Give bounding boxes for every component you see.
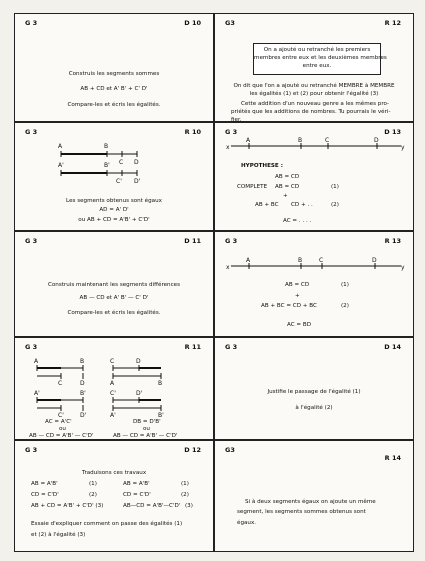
equation: AB = CD [275,174,300,180]
equation-number: (3) [185,503,193,509]
or-text: ou [143,426,150,432]
card-group-label: G 3 [225,128,238,136]
card-code: D 14 [384,343,401,351]
card-code: D 10 [184,19,201,27]
rule-text: segment, les segments sommes obtenus sont [237,509,366,515]
equation: AB — CD = A'B' — C'D' [29,433,94,439]
card-group-label: G 3 [25,128,38,136]
point-label: B [298,137,303,144]
card-code: R 12 [384,19,401,27]
card-group-label: G 3 [25,343,38,351]
card-d12 [14,440,214,552]
point-label: A' [58,162,64,169]
instruction-text: à l'égalité (2) [295,405,333,411]
point-label: x [226,264,230,271]
equation-number: (2) [341,303,349,309]
card-code: R 10 [184,128,201,136]
instruction-formula: AB — CD et A' B' — C' D' [79,295,149,301]
box-text: entre eux. [302,63,332,69]
equation: AB + BC [255,202,279,208]
point-label: D [80,380,85,387]
equation: CD = C'D' [123,492,151,498]
body-text: fier. [231,117,242,122]
complete-label: COMPLETE [237,184,268,190]
equation-number: (1) [341,282,349,288]
card-d11 [14,231,214,337]
point-label: A [58,143,63,150]
point-label: D' [80,412,87,419]
card-r14 [214,440,414,552]
card-code: R 13 [384,237,401,245]
point-label: A' [110,412,116,419]
highlight-box [253,43,387,75]
card-d10 [14,13,214,122]
card-group-label: G 3 [25,19,38,27]
point-label: B [104,143,109,150]
card-r10 [14,122,214,231]
body-text: priétés que les additions de nombres. Tu pourrais le véri- [231,109,391,115]
point-label: y [401,144,405,151]
point-label: C [58,380,63,387]
point-label: C [119,159,124,166]
point-label: B [80,358,85,365]
point-label: B' [104,162,110,169]
equation: CD = C'D' [31,492,59,498]
body-text: les égalités (1) et (2) pour obtenir l'égalité (3) [249,91,379,97]
point-label: A [246,257,251,264]
instruction-text: Compare-les et écris les égalités. [67,310,161,316]
body-text: Cette addition d'un nouveau genre a les mêmes pro- [241,101,390,107]
box-text: On a ajouté ou retranché les premiers [263,47,371,53]
equation: DB = D'B' [133,419,161,425]
point-label: C [325,137,330,144]
equation: AB = A'B' [31,481,58,487]
rule-text: Si à deux segments égaux on ajoute un même [245,499,376,505]
equation: AB = CD [285,282,310,288]
equation: CD + . . [291,202,313,208]
point-label: D [134,159,139,166]
card-r13 [214,231,414,337]
equation: AB = CD [275,184,300,190]
card-r11 [14,337,214,440]
instruction-text: Construis les segments sommes [68,71,160,77]
instruction-text: Construis maintenant les segments différences [47,282,181,288]
equation-number: (1) [331,184,339,190]
point-label: y [401,264,405,271]
point-label: A [246,137,251,144]
card-code: R 14 [384,454,401,462]
point-label: D [136,358,141,365]
or-text: ou [59,426,66,432]
equation: AC = BD [287,322,312,328]
equation: AB = A'B' [123,481,150,487]
card-r12 [214,13,414,122]
equation-number: (2) [331,202,339,208]
instruction-text: Justifie le passage de l'égalité (1) [267,389,361,395]
card-code: D 12 [184,446,201,454]
equation: AB — CD = A'B' — C'D' [113,433,178,439]
card-group-label: G 3 [225,237,238,245]
line-diagram [215,232,414,337]
equation: AB + CD = A'B' + C'D' (3) [31,503,104,509]
equation-number: (1) [181,481,189,487]
point-label: D' [134,178,141,185]
point-label: C [110,358,115,365]
card-group-label: G3 [225,19,235,27]
equation: AC = A'C' [45,419,72,425]
instruction-formula: AB + CD et A' B' + C' D' [80,86,148,92]
footer-text: Essaie d'expliquer comment on passe des égalités (1) [31,521,183,527]
equation: AB—CD = A'B'—C'D' [123,503,181,509]
point-label: C' [116,178,122,185]
point-label: B [158,380,163,387]
footer-text: et (2) à l'égalité (3) [31,532,86,538]
result-formula: AD = A' D' [99,207,129,213]
card-group-label: G 3 [25,237,38,245]
rule-text: égaux. [237,520,257,526]
segments-diagram [15,123,214,231]
point-label: B' [80,390,86,397]
point-label: D' [136,390,143,397]
card-d14 [214,337,414,440]
point-label: A' [34,390,40,397]
point-label: D [374,137,379,144]
card-group-label: G 3 [225,343,238,351]
worksheet-page [14,13,414,552]
instruction-text: Compare-les et écris les égalités. [67,102,161,108]
plus-sign: + [295,293,300,299]
plus-sign: + [283,193,288,199]
card-d13 [214,122,414,231]
equation: AC = . . . . [283,218,312,224]
box-text: membres entre eux et les deuxièmes membres [254,55,387,61]
point-label: A [34,358,39,365]
equation: AB + BC = CD + BC [261,303,317,309]
card-group-label: G3 [225,446,235,454]
line-diagram [215,123,414,231]
card-code: D 11 [184,237,201,245]
result-formula: ou AB + CD = A'B' + C'D' [78,217,150,223]
body-text: On dit que l'on a ajouté ou retranché MEMBRE à MEMBRE [233,83,395,89]
point-label: C' [110,390,116,397]
point-label: C' [58,412,64,419]
equation-number: (2) [89,492,97,498]
point-label: B' [158,412,164,419]
point-label: x [226,144,230,151]
hypothesis-heading: HYPOTHESE : [241,163,283,169]
point-label: B [298,257,303,264]
point-label: D [372,257,377,264]
card-code: D 13 [384,128,401,136]
equation-number: (2) [181,492,189,498]
equation-number: (1) [89,481,97,487]
point-label: C [319,257,324,264]
point-label: A [110,380,115,387]
card-group-label: G 3 [25,446,38,454]
result-text: Les segments obtenus sont égaux [66,198,162,204]
card-title: Traduisons ces travaux [81,470,147,476]
card-code: R 11 [184,343,201,351]
